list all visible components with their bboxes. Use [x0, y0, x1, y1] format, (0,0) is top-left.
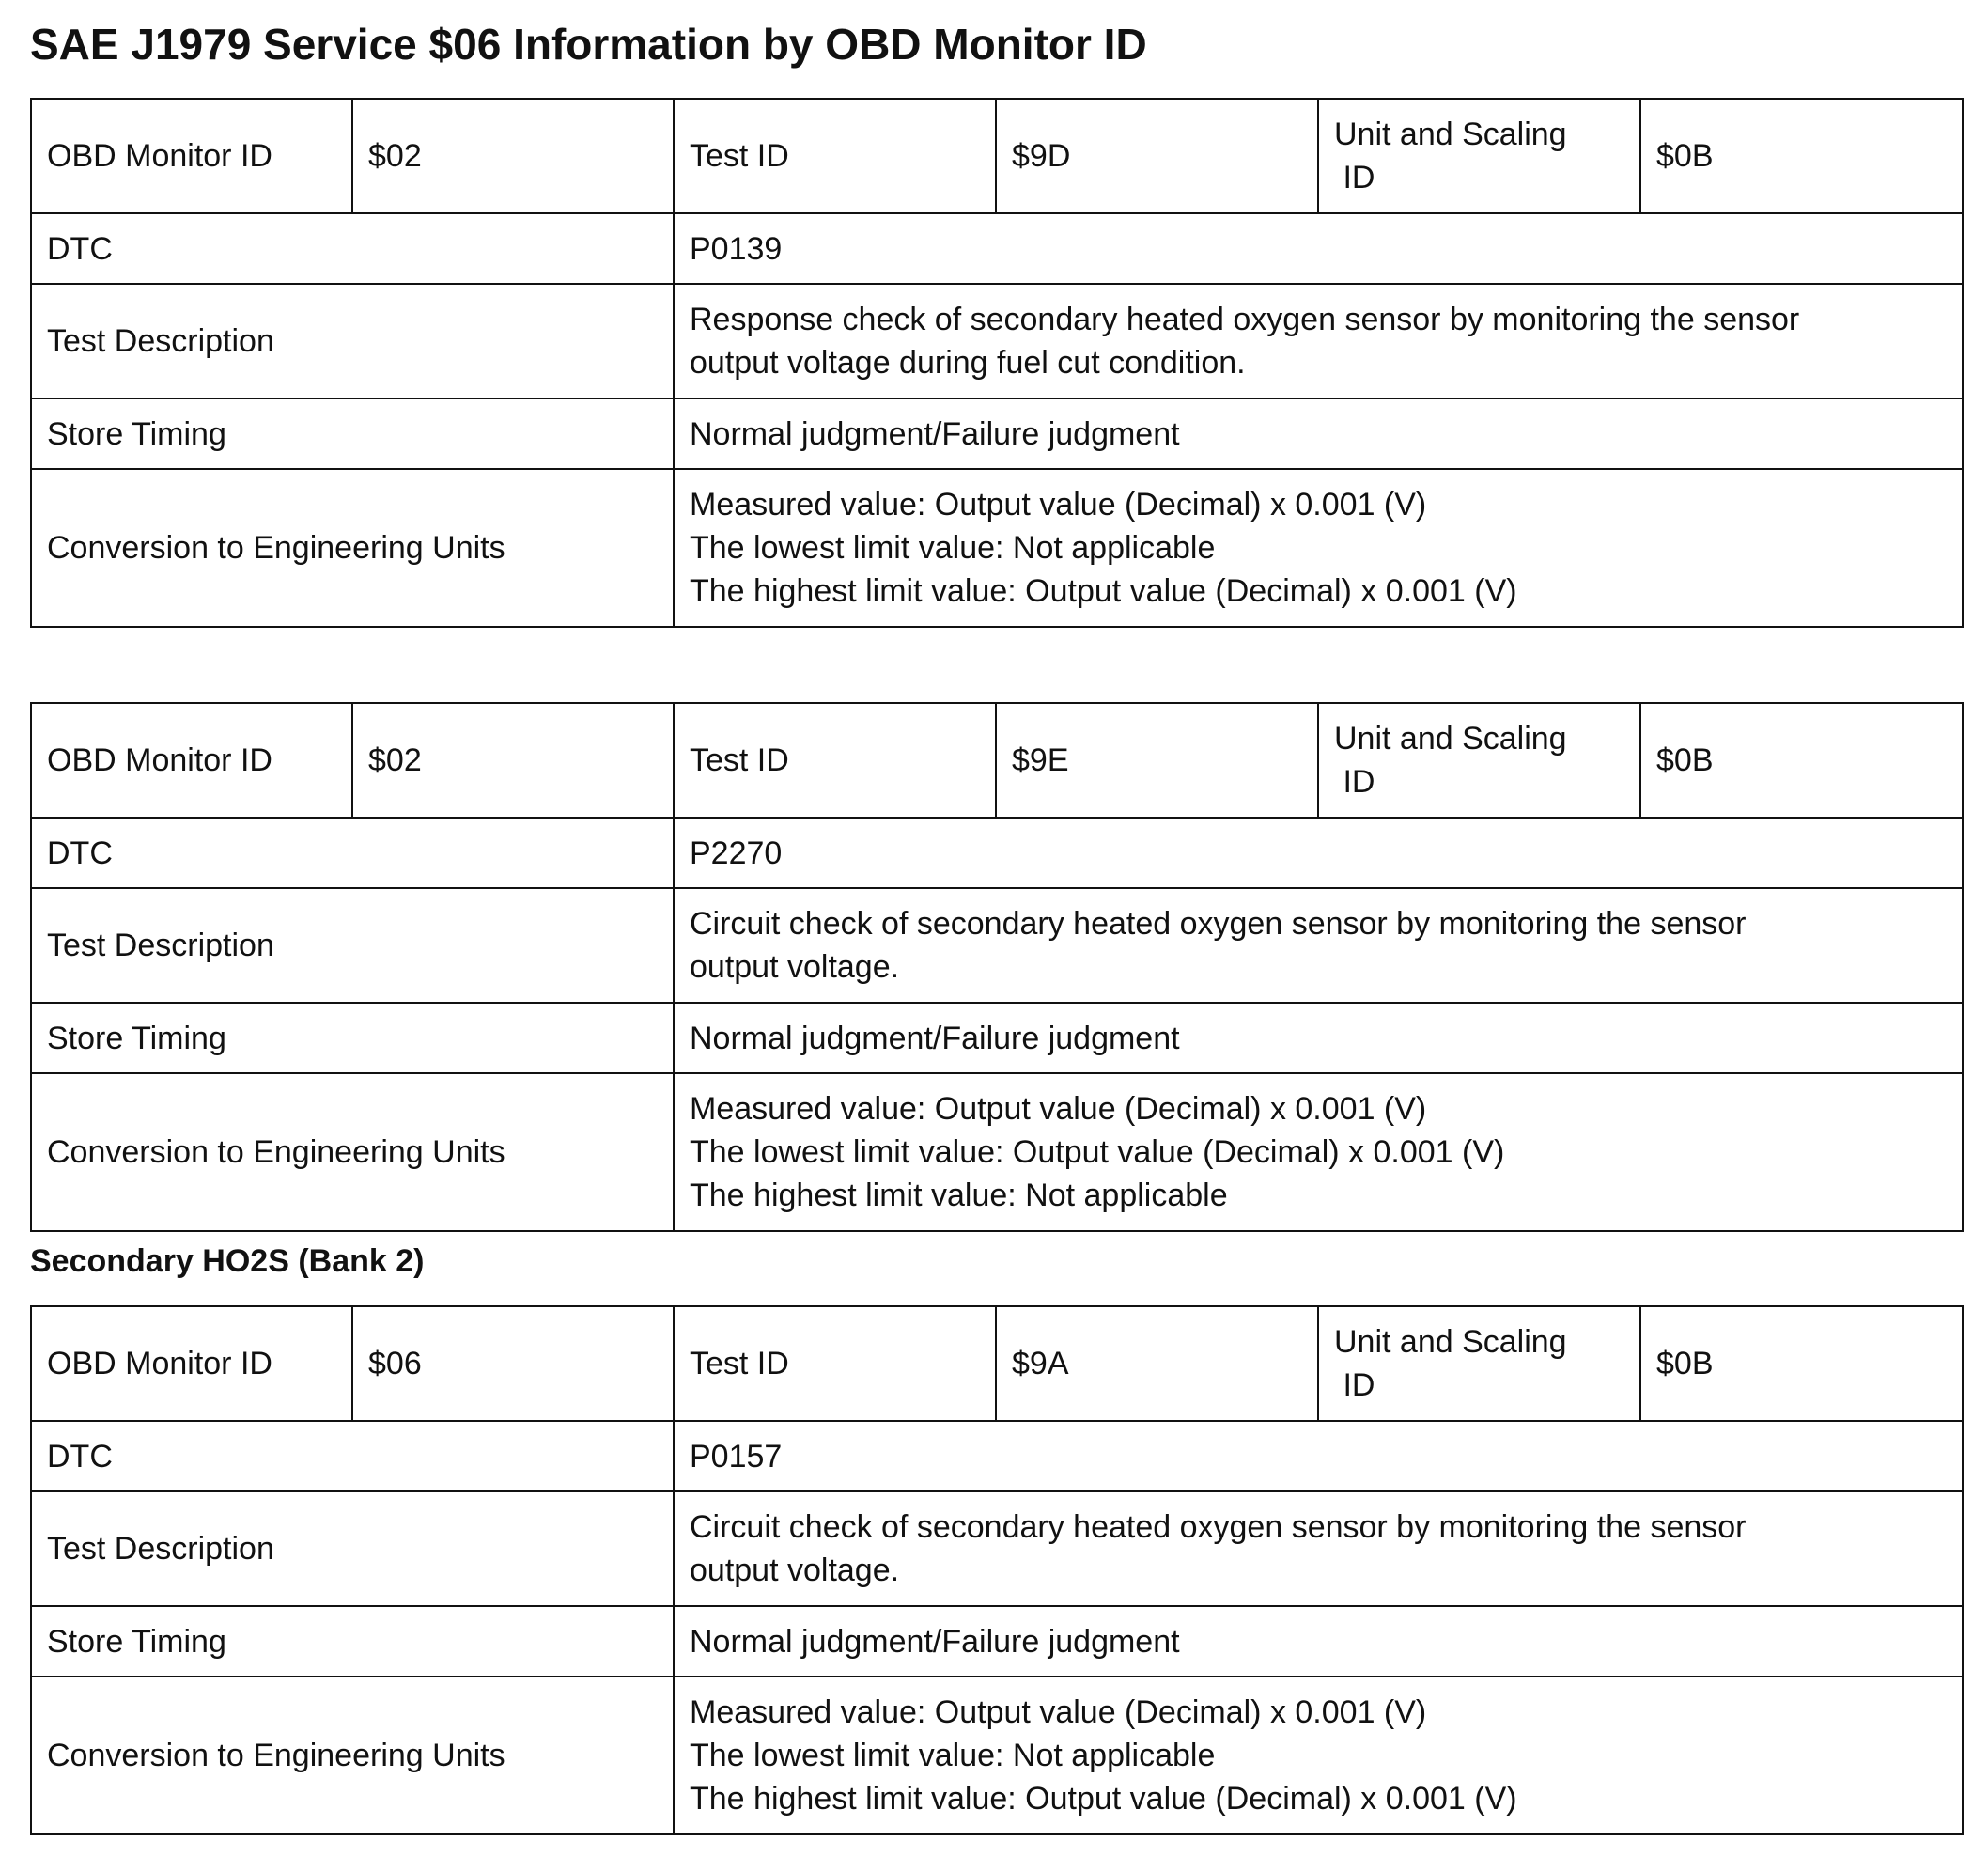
test-description-label: Test Description — [31, 284, 674, 398]
test-id-label: Test ID — [674, 1306, 996, 1421]
test-description-line2: output voltage. — [690, 1552, 900, 1588]
dtc-value: P0157 — [674, 1421, 1963, 1491]
test-id-value: $9E — [996, 703, 1318, 818]
unit-scaling-id-value: $0B — [1640, 703, 1963, 818]
test-description-line1: Circuit check of secondary heated oxygen sensor by monitoring the sensor — [690, 906, 1747, 942]
unit-scaling-label-line1: Unit and Scaling — [1334, 117, 1567, 152]
test-description-line1: Response check of secondary heated oxygen sensor by monitoring the sensor — [690, 302, 1800, 337]
test-description-value — [674, 284, 1963, 398]
test-description-line2: output voltage. — [690, 949, 900, 985]
store-timing-label: Store Timing — [31, 1606, 674, 1677]
conversion-measured: Measured value: Output value (Decimal) x 0.001 (V) — [690, 487, 1427, 523]
dtc-value: P0139 — [674, 213, 1963, 284]
conversion-value — [674, 469, 1963, 627]
header-row — [31, 703, 1963, 818]
conversion-label: Conversion to Engineering Units — [31, 1677, 674, 1834]
test-description-line1: Circuit check of secondary heated oxygen sensor by monitoring the sensor — [690, 1509, 1747, 1545]
test-description-row — [31, 1491, 1963, 1606]
obd-monitor-id-value: $02 — [352, 703, 674, 818]
test-description-label: Test Description — [31, 888, 674, 1003]
dtc-row — [31, 1421, 1963, 1491]
conversion-lowest: The lowest limit value: Output value (Decimal) x 0.001 (V) — [690, 1134, 1505, 1170]
unit-scaling-label-line1: Unit and Scaling — [1334, 1324, 1567, 1360]
unit-scaling-label-line2: ID — [1334, 764, 1375, 800]
obd-monitor-id-label: OBD Monitor ID — [31, 1306, 352, 1421]
test-description-row — [31, 888, 1963, 1003]
conversion-row — [31, 1677, 1963, 1834]
conversion-label: Conversion to Engineering Units — [31, 1073, 674, 1231]
conversion-measured: Measured value: Output value (Decimal) x 0.001 (V) — [690, 1694, 1427, 1730]
store-timing-row — [31, 1003, 1963, 1073]
test-description-label: Test Description — [31, 1491, 674, 1606]
dtc-row — [31, 818, 1963, 888]
store-timing-label: Store Timing — [31, 1003, 674, 1073]
store-timing-value: Normal judgment/Failure judgment — [674, 1606, 1963, 1677]
obd-monitor-id-value: $06 — [352, 1306, 674, 1421]
test-id-label: Test ID — [674, 703, 996, 818]
conversion-lowest: The lowest limit value: Not applicable — [690, 1738, 1216, 1773]
conversion-highest: The highest limit value: Output value (Decimal) x 0.001 (V) — [690, 1781, 1517, 1817]
dtc-label: DTC — [31, 1421, 674, 1491]
conversion-value — [674, 1073, 1963, 1231]
obd-monitor-id-label: OBD Monitor ID — [31, 99, 352, 213]
test-description-row — [31, 284, 1963, 398]
unit-scaling-label-line2: ID — [1334, 160, 1375, 195]
obd-monitor-id-label: OBD Monitor ID — [31, 703, 352, 818]
unit-scaling-label-line1: Unit and Scaling — [1334, 721, 1567, 757]
obd-monitor-table — [30, 702, 1964, 1232]
store-timing-row — [31, 398, 1963, 469]
obd-monitor-table — [30, 98, 1964, 628]
conversion-highest: The highest limit value: Not applicable — [690, 1178, 1228, 1213]
test-id-label: Test ID — [674, 99, 996, 213]
unit-scaling-id-label — [1318, 703, 1640, 818]
test-description-value — [674, 1491, 1963, 1606]
conversion-row — [31, 1073, 1963, 1231]
conversion-row — [31, 469, 1963, 627]
store-timing-value: Normal judgment/Failure judgment — [674, 398, 1963, 469]
obd-monitor-id-value: $02 — [352, 99, 674, 213]
test-id-value: $9A — [996, 1306, 1318, 1421]
conversion-label: Conversion to Engineering Units — [31, 469, 674, 627]
unit-scaling-id-label — [1318, 1306, 1640, 1421]
test-id-value: $9D — [996, 99, 1318, 213]
dtc-label: DTC — [31, 213, 674, 284]
unit-scaling-id-value: $0B — [1640, 1306, 1963, 1421]
test-description-line2: output voltage during fuel cut condition. — [690, 345, 1246, 381]
conversion-highest: The highest limit value: Output value (Decimal) x 0.001 (V) — [690, 573, 1517, 609]
conversion-measured: Measured value: Output value (Decimal) x 0.001 (V) — [690, 1091, 1427, 1127]
unit-scaling-label-line2: ID — [1334, 1367, 1375, 1403]
store-timing-label: Store Timing — [31, 398, 674, 469]
header-row — [31, 1306, 1963, 1421]
dtc-label: DTC — [31, 818, 674, 888]
section-heading: Secondary HO2S (Bank 2) — [30, 1243, 425, 1279]
header-row — [31, 99, 1963, 213]
dtc-value: P2270 — [674, 818, 1963, 888]
page-title: SAE J1979 Service $06 Information by OBD Monitor ID — [30, 20, 1147, 69]
dtc-row — [31, 213, 1963, 284]
store-timing-row — [31, 1606, 1963, 1677]
test-description-value — [674, 888, 1963, 1003]
conversion-lowest: The lowest limit value: Not applicable — [690, 530, 1216, 566]
unit-scaling-id-value: $0B — [1640, 99, 1963, 213]
obd-monitor-table — [30, 1305, 1964, 1835]
conversion-value — [674, 1677, 1963, 1834]
store-timing-value: Normal judgment/Failure judgment — [674, 1003, 1963, 1073]
unit-scaling-id-label — [1318, 99, 1640, 213]
